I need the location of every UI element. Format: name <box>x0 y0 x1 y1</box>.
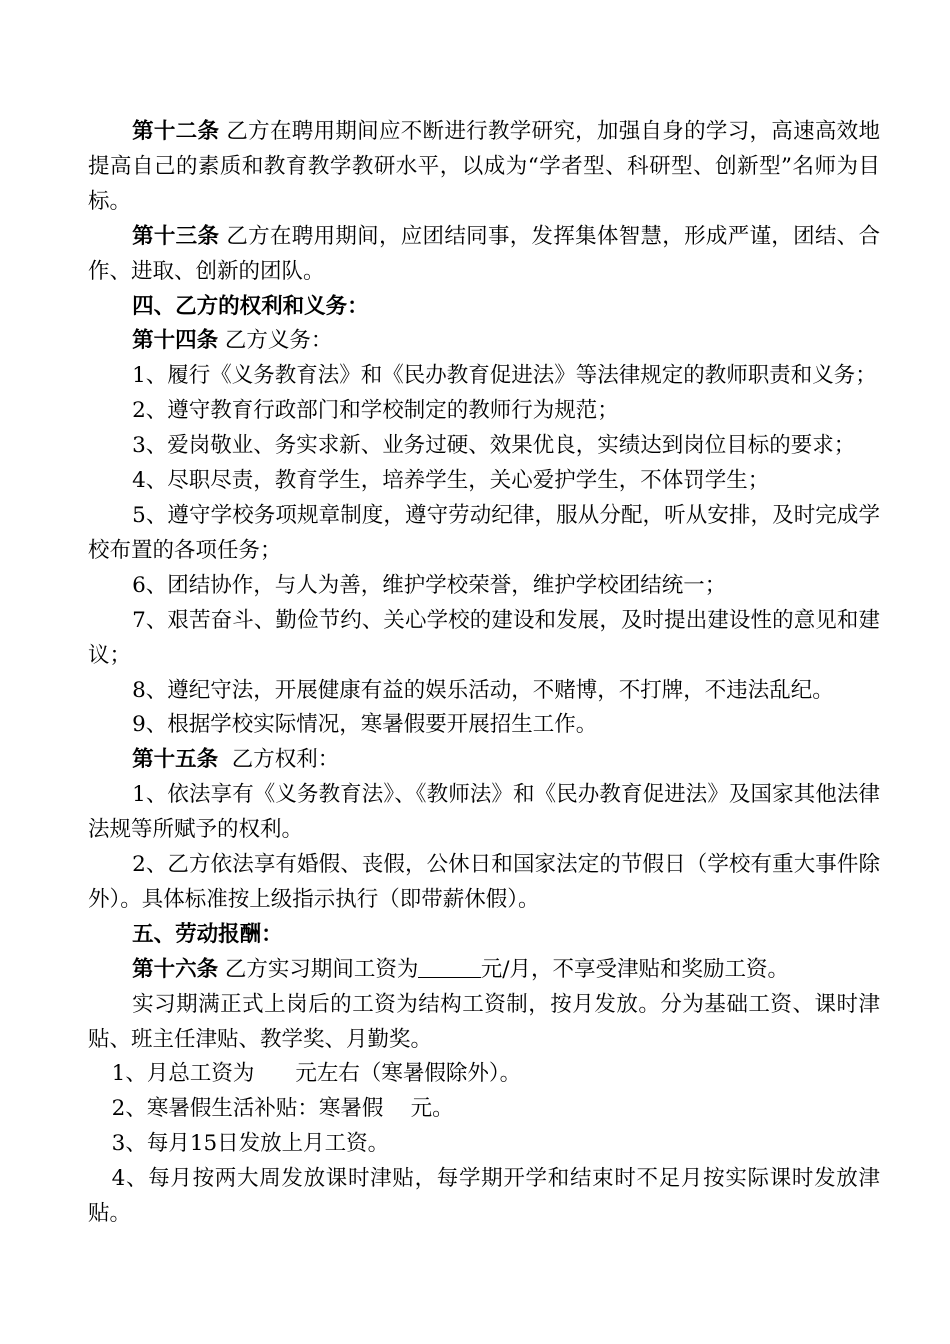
paragraph <box>88 778 880 848</box>
paragraph-lead: 第十二条 <box>132 119 220 144</box>
paragraph-text: 9、根据学校实际情况，寒暑假要开展招生工作。 <box>132 712 598 738</box>
paragraph <box>88 708 880 743</box>
paragraph-text: 6、团结协作，与人为善，维护学校荣誉，维护学校团结统一； <box>132 572 727 598</box>
paragraph <box>88 429 880 464</box>
paragraph <box>88 918 880 953</box>
paragraph-text: 8、遵纪守法，开展健康有益的娱乐活动，不赌博，不打牌，不违法乱纪。 <box>132 677 834 703</box>
paragraph-lead: 第十五条 <box>132 747 219 773</box>
blank-underline <box>418 955 480 978</box>
paragraph-text: 4、尽职尽责，教育学生，培养学生，关心爱护学生，不体罚学生； <box>132 468 770 494</box>
paragraph <box>88 743 880 778</box>
paragraph-lead: 第十四条 <box>132 328 219 354</box>
paragraph: 实习期满正式上岗后的工资为结构工资制，按月发放。分为基础工资、课时津贴、班主任津贴、教学奖、月勤奖。 <box>88 991 880 1052</box>
paragraph-text: 乙方在聘用期间应不断进行教学研究，加强自身的学习，高速高效地提高自己的素质和教育教学教研水平，以成为“学者型、科研型、创新型”名师为目标。 <box>88 119 880 214</box>
paragraph-text: 3、爱岗敬业、务实求新、业务过硬、效果优良，实绩达到岗位目标的要求； <box>132 433 856 459</box>
paragraph: 4、每月按两大周发放课时津贴，每学期开学和结束时不足月按实际课时发放津贴。 <box>88 1166 880 1227</box>
paragraph <box>88 848 880 918</box>
paragraph: 1、月总工资为 元左右（寒暑假除外）。 <box>111 1061 522 1087</box>
paragraph-text: 5、遵守学校务项规章制度，遵守劳动纪律，服从分配，听从安排，及时完成学校布置的各项任务； <box>88 502 880 563</box>
document-page <box>88 115 880 1232</box>
paragraph-lead: 第十三条 <box>132 223 220 249</box>
article-lead: 第十六条 <box>132 956 219 982</box>
paragraph <box>88 290 880 325</box>
paragraph <box>88 359 880 394</box>
paragraph-text: 2、乙方依法享有婚假、丧假，公休日和国家法定的节假日（学校有重大事件除外）。具体标准按上级指示执行（即带薪休假）。 <box>88 852 880 912</box>
paragraph-text: 1、依法享有《义务教育法》、《教师法》和《民办教育促进法》及国家其他法律法规等所赋予的权利。 <box>88 782 880 843</box>
paragraph <box>88 115 880 220</box>
paragraph <box>88 604 880 674</box>
paragraph-text: 乙方权利： <box>218 747 340 773</box>
paragraph-text: 2、遵守教育行政部门和学校制定的教师行为规范； <box>132 398 619 424</box>
article-16 <box>88 953 880 988</box>
paragraph <box>88 674 880 709</box>
article-text-after: 元/月，不享受津贴和奖励工资。 <box>480 956 790 982</box>
paragraph <box>88 464 880 499</box>
paragraph-text: 1、履行《义务教育法》和《民办教育促进法》等法律规定的教师职责和义务； <box>132 363 877 389</box>
paragraphs <box>88 115 880 953</box>
paragraph <box>88 220 880 290</box>
paragraph-lead: 五、劳动报酬： <box>132 921 283 947</box>
paragraph <box>88 394 880 429</box>
paragraph-text: 乙方在聘用期间，应团结同事，发挥集体智慧，形成严谨，团结、合作、进取、创新的团队。 <box>88 223 880 284</box>
paragraph: 2、寒暑假生活补贴：寒暑假 元。 <box>111 1096 454 1122</box>
paragraph-lead: 四、乙方的权利和义务： <box>132 293 369 319</box>
article-text: 乙方实习期间工资为 <box>218 956 419 982</box>
paragraph-text: 乙方义务： <box>218 328 333 354</box>
paragraph <box>88 324 880 359</box>
paragraph <box>88 499 880 569</box>
paragraph-text: 7、艰苦奋斗、勤俭节约、关心学校的建设和发展，及时提出建设性的意见和建议； <box>88 607 880 668</box>
paragraph: 3、每月15日发放上月工资。 <box>111 1131 390 1157</box>
paragraph <box>88 569 880 604</box>
